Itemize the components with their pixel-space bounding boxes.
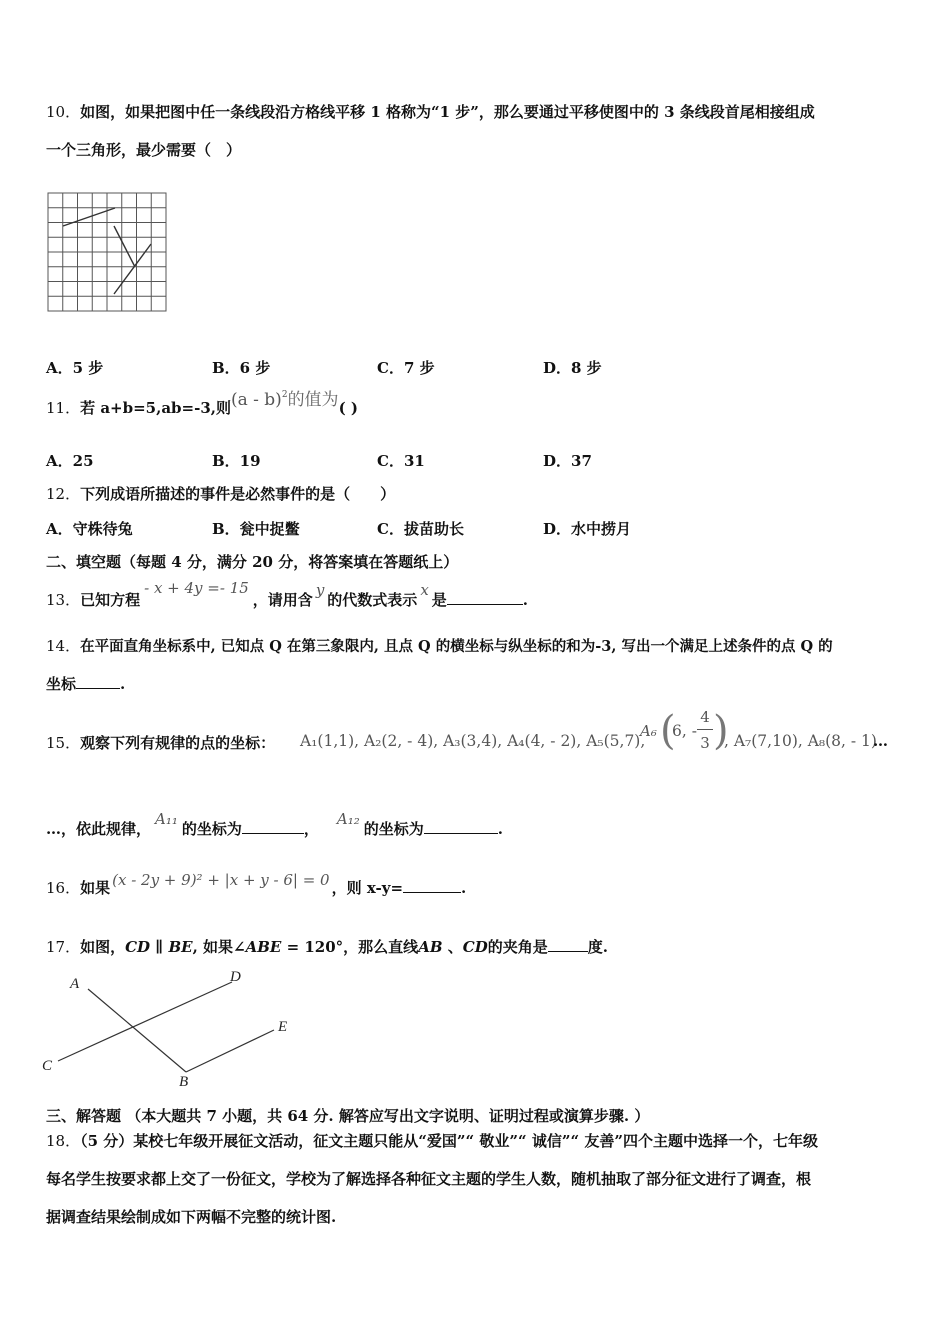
- q11-option-b[interactable]: B．19: [212, 452, 261, 470]
- q14-text-1: 在平面直角坐标系中, 已知点 Q 在第三象限内, 且点 Q 的横坐标与纵坐标的和为-3, 写出一个满足上述条件的点 Q 的: [80, 638, 833, 655]
- q17-figure: [40, 962, 310, 1092]
- q17-parallel: ∥: [150, 938, 169, 956]
- q12-number: 12．: [46, 485, 81, 503]
- line-cd: [58, 982, 232, 1061]
- q10-option-a[interactable]: A．5 步: [46, 359, 104, 377]
- q15-points-a: A₁(1,1), A₂(2, - 4), A₃(3,4), A₄(4, - 2), A₅(5,7),: [300, 732, 646, 750]
- q10-text-1: 如图，如果把图中任一条线段沿方格线平移 1 格称为“1 步”，那么要通过平移使图中的 3 条线段首尾相接组成: [80, 103, 815, 121]
- q11-number: 11．: [46, 399, 81, 417]
- q17-number: 17．: [46, 938, 81, 956]
- q14-text-2: 坐标: [46, 675, 77, 693]
- q15-sep: ，: [303, 820, 319, 838]
- q10-number: 10．: [46, 103, 81, 121]
- q14-line1: [46, 636, 833, 657]
- q13-mid2: 的代数式表示: [327, 591, 418, 609]
- label-b: B: [179, 1074, 189, 1090]
- q15-line1: [46, 733, 275, 753]
- q12-option-b[interactable]: B．瓮中捉鳖: [212, 520, 300, 538]
- q15-a11: A₁₁: [155, 810, 178, 828]
- q15-a6-label: A₆: [640, 722, 657, 740]
- q11-expr-tail: 的值为: [287, 390, 339, 410]
- q12-option-c[interactable]: C．拔苗助长: [377, 520, 464, 538]
- q13-suffix: 是: [431, 591, 447, 609]
- q10-grid-figure: [47, 192, 167, 312]
- q17-line: [46, 937, 608, 957]
- q15-ellipsis: …: [873, 732, 888, 750]
- q12-option-d[interactable]: D．水中捞月: [543, 520, 632, 538]
- q17-abe: ABE: [245, 938, 282, 956]
- q15-a11-blank[interactable]: [242, 819, 304, 834]
- q10-option-c[interactable]: C．7 步: [377, 359, 435, 377]
- q11-exponent: 2: [281, 390, 288, 400]
- q17-ab: AB: [418, 938, 443, 956]
- q12-text: 下列成语所描述的事件是必然事件的是（ ）: [80, 485, 396, 503]
- q15-a6-denominator: 3: [700, 734, 710, 752]
- q18-number: 18．: [46, 1132, 81, 1150]
- q13-number: 13．: [46, 591, 81, 609]
- q17-suffix: 度.: [587, 938, 608, 956]
- q11-option-d[interactable]: D．37: [543, 452, 592, 470]
- q15-a6-paren-left: (: [660, 708, 676, 754]
- q16-line: [46, 871, 467, 898]
- q10-option-b[interactable]: B．6 步: [212, 359, 271, 377]
- q14-number: 14．: [46, 637, 81, 655]
- section-2-heading: 二、填空题（每题 4 分，满分 20 分，将答案填在答题纸上）: [46, 553, 459, 571]
- q17-angle: = 120°: [281, 938, 344, 956]
- line-be: [186, 1030, 274, 1072]
- q16-suffix: ，则 x-y=: [331, 879, 404, 897]
- q15-a12-text: 的坐标为: [363, 820, 424, 838]
- q11-option-c[interactable]: C．31: [377, 452, 425, 470]
- q12-line: [46, 484, 395, 504]
- q17-be: BE: [168, 938, 193, 956]
- q14-end: .: [120, 675, 126, 693]
- q17-mid3: 的夹角是: [487, 938, 548, 956]
- q10-option-d[interactable]: D．8 步: [543, 359, 602, 377]
- q13-answer-blank[interactable]: [447, 590, 523, 605]
- q15-a6-paren-right: ): [713, 708, 729, 754]
- label-d: D: [230, 969, 241, 985]
- q16-prefix: 如果: [80, 879, 111, 897]
- q15-a12: A₁₂: [336, 810, 360, 828]
- q11-expr: (a - b): [230, 390, 282, 410]
- q18-text-1: （5 分）某校七年级开展征文活动，征文主题只能从“爱国”“ 敬业”“ 诚信”“ 友善”四个主题中选择一个，七年级: [80, 1132, 818, 1150]
- label-a: A: [70, 976, 80, 992]
- section-3-heading: 三、解答题 （本大题共 7 小题，共 64 分. 解答应写出文字说明、证明过程或演算步骤. ）: [46, 1107, 650, 1125]
- q12-option-a[interactable]: A．守株待兔: [46, 520, 133, 538]
- q15-line2: [46, 810, 504, 839]
- q17-mid2: ，那么直线: [343, 938, 419, 956]
- q15-a6-numerator: 4: [700, 708, 710, 726]
- line-ab: [88, 989, 186, 1072]
- q11-text: 若 a+b=5,ab=-3,则: [80, 399, 231, 417]
- q13-end: .: [522, 591, 529, 609]
- q15-a11-text: 的坐标为: [181, 820, 242, 838]
- q17-prefix: 如图，: [80, 938, 126, 956]
- q15-line2-prefix: …，依此规律，: [46, 820, 152, 838]
- q15-prefix: 观察下列有规律的点的坐标：: [80, 734, 276, 752]
- q17-comma: 、: [442, 938, 463, 956]
- q15-a6-x: 6, -: [672, 722, 697, 740]
- q17-answer-blank[interactable]: [548, 937, 588, 952]
- q14-line2: [46, 674, 125, 694]
- q15-a12-blank[interactable]: [424, 819, 498, 834]
- q18-line1: [46, 1131, 818, 1151]
- q17-mid: , 如果∠: [192, 938, 246, 956]
- q11-line: [46, 390, 358, 421]
- q13-prefix: 已知方程: [80, 591, 141, 609]
- q15-a6-fraction-bar: [697, 729, 713, 730]
- label-e: E: [278, 1019, 288, 1035]
- q13-equation: - x + 4y =- 15: [144, 579, 249, 597]
- q13-mid: ，请用含: [252, 591, 313, 609]
- q16-answer-blank[interactable]: [403, 878, 461, 893]
- q15-points-b: , A₇(7,10), A₈(8, - 1): [724, 732, 877, 750]
- q13-var-y: y: [315, 581, 325, 599]
- q11-option-a[interactable]: A．25: [46, 452, 94, 470]
- q16-expr: (x - 2y + 9)² + |x + y - 6| = 0: [112, 871, 330, 889]
- q10-line2: 一个三角形，最少需要（ ）: [46, 141, 242, 159]
- q13-var-x: x: [420, 581, 429, 599]
- q17-cd: CD: [125, 938, 151, 956]
- label-c: C: [42, 1058, 53, 1074]
- q18-line3: 据调查结果绘制成如下两幅不完整的统计图.: [46, 1208, 337, 1226]
- q16-number: 16．: [46, 879, 81, 897]
- q16-end: .: [461, 879, 467, 897]
- q14-answer-blank[interactable]: [76, 674, 120, 689]
- segment-2: [114, 226, 135, 267]
- q11-paren: ( ): [338, 399, 358, 417]
- q10-line1: [46, 102, 815, 122]
- q15-end: .: [497, 820, 504, 838]
- q17-cd2: CD: [462, 938, 488, 956]
- q15-number: 15．: [46, 734, 81, 752]
- q18-line2: 每名学生按要求都上交了一份征文，学校为了解选择各种征文主题的学生人数，随机抽取了部分征文进行了调查，根: [46, 1170, 812, 1188]
- q13-line: [46, 579, 529, 610]
